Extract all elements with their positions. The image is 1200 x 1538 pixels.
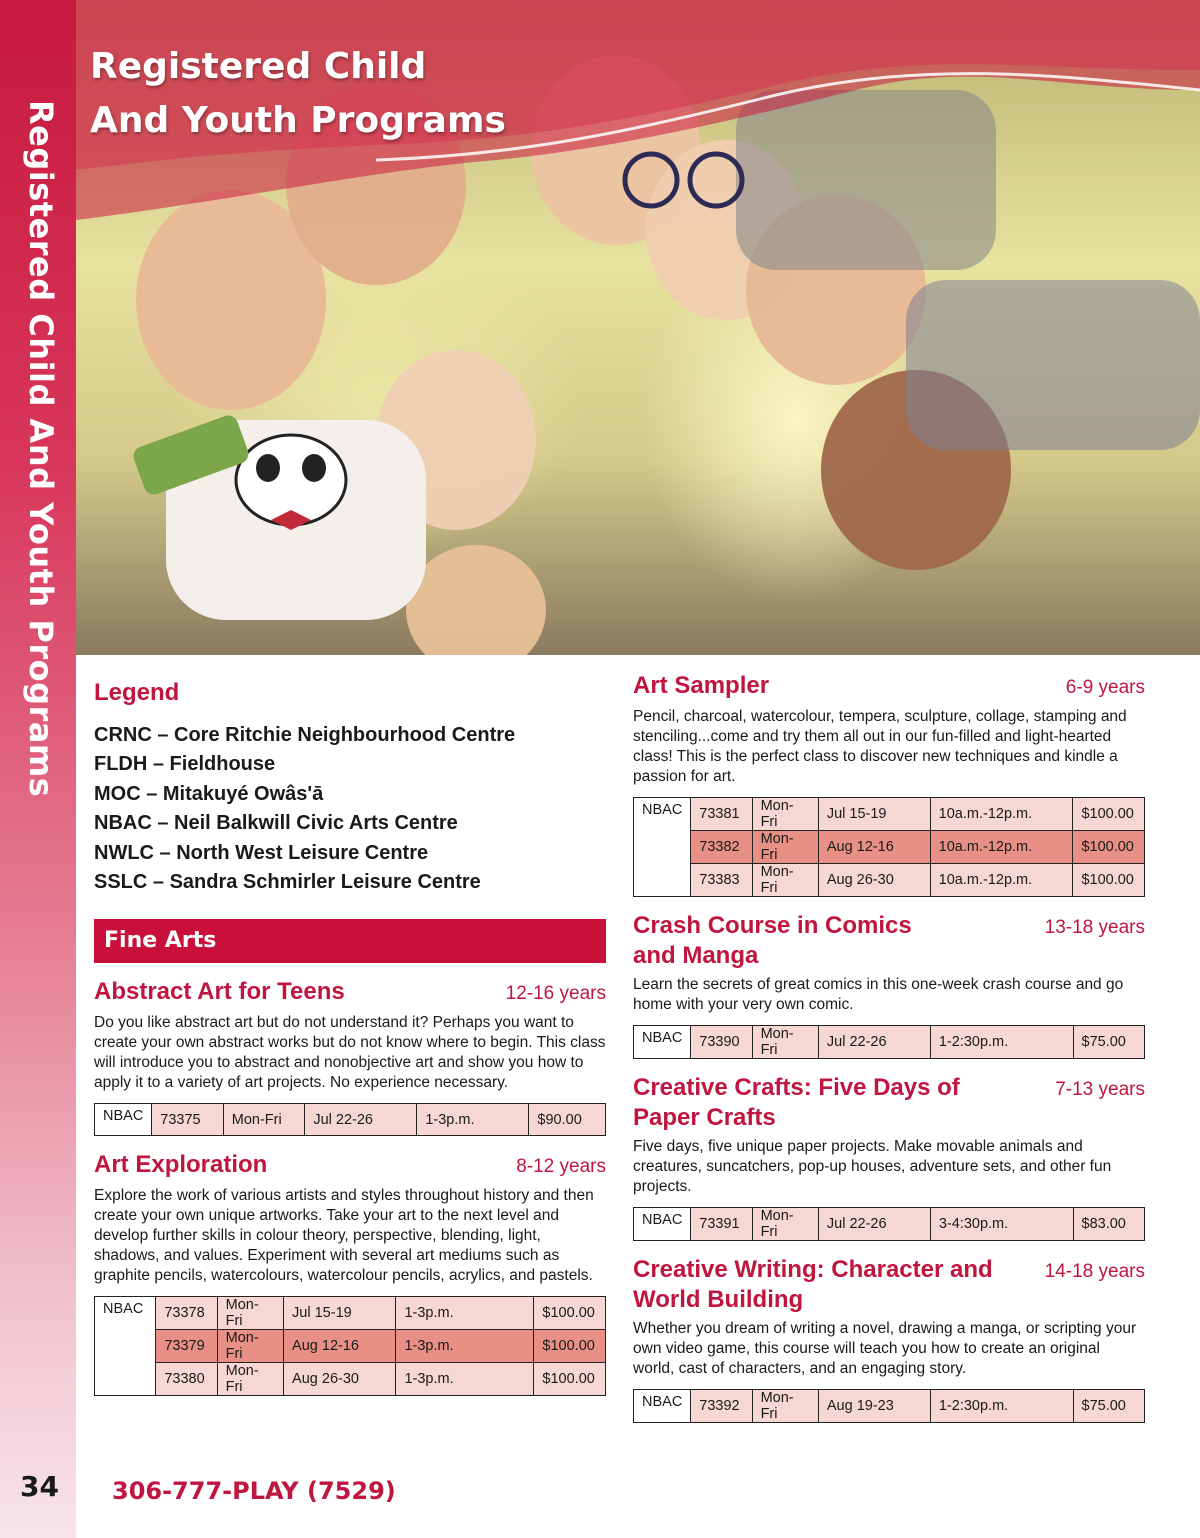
course-code-cell: 73380: [156, 1363, 217, 1396]
page-title-line-2: And Youth Programs: [90, 100, 506, 141]
dates-cell: Aug 19-23: [818, 1390, 930, 1423]
days-cell: Mon-Fri: [217, 1330, 283, 1363]
days-cell: Mon-Fri: [752, 1390, 818, 1423]
program-title: Art Exploration: [94, 1151, 268, 1179]
dates-cell: Jul 22-26: [818, 1026, 930, 1059]
program-comics-manga: [633, 911, 1145, 1059]
table-row: [95, 1104, 606, 1136]
program-age: 14-18 years: [1044, 1261, 1145, 1282]
legend-item: SSLC – Sandra Schmirler Leisure Centre: [94, 871, 481, 894]
location-cell: NBAC: [95, 1297, 156, 1396]
time-cell: 1-3p.m.: [396, 1297, 534, 1330]
table-row: [95, 1330, 606, 1363]
schedule-table: [94, 1296, 606, 1396]
legend-item: MOC – Mitakuyé Owâs'ā: [94, 782, 324, 805]
location-cell: NBAC: [634, 1208, 691, 1241]
program-age: 12-16 years: [505, 983, 606, 1005]
table-row: [634, 1208, 1145, 1241]
program-description: Explore the work of various artists and styles throughout history and then create your own unique artworks. Take your art to the next level and develop further skills in colour theory, perspective, blending, light, shadows, and values. Experiment with several art mediums such as graphite pencils, watercolours, watercolour pencils, acrylics, and pastels.: [94, 1187, 594, 1285]
table-row: [634, 1390, 1145, 1423]
course-code-cell: 73378: [156, 1297, 217, 1330]
dates-cell: Jul 22-26: [305, 1104, 417, 1136]
legend-list: [94, 721, 606, 897]
program-description: Learn the secrets of great comics in this one-week crash course and go home with your very own comic.: [633, 976, 1124, 1013]
page-number: 34: [20, 1470, 59, 1503]
time-cell: 10a.m.-12p.m.: [930, 798, 1073, 831]
page-title: [90, 40, 506, 148]
course-code-cell: 73392: [691, 1390, 752, 1423]
days-cell: Mon-Fri: [752, 864, 818, 897]
schedule-table: [633, 797, 1145, 897]
legend-item: CRNC – Core Ritchie Neighbourhood Centre: [94, 724, 516, 746]
location-cell: NBAC: [634, 1390, 691, 1423]
price-cell: $100.00: [534, 1330, 606, 1363]
time-cell: 1-3p.m.: [396, 1330, 534, 1363]
hero-photo: [76, 0, 1200, 655]
price-cell: $100.00: [534, 1363, 606, 1396]
dates-cell: Aug 26-30: [818, 864, 930, 897]
program-title: Art Sampler: [633, 672, 770, 699]
course-code-cell: 73382: [691, 831, 752, 864]
program-description: Five days, five unique paper projects. Make movable animals and creatures, suncatchers, pop-up houses, adventure sets, and other fun projects.: [633, 1138, 1112, 1195]
dates-cell: Jul 15-19: [284, 1297, 396, 1330]
schedule-table: [633, 1025, 1145, 1059]
time-cell: 1-2:30p.m.: [930, 1390, 1073, 1423]
location-cell: NBAC: [95, 1104, 152, 1136]
program-age: 6-9 years: [1065, 677, 1145, 698]
program-age: 13-18 years: [1044, 917, 1145, 938]
price-cell: $75.00: [1073, 1390, 1145, 1423]
dates-cell: Aug 12-16: [284, 1330, 396, 1363]
schedule-table: [94, 1103, 606, 1136]
program-creative-writing: [633, 1255, 1145, 1423]
left-column: [94, 675, 606, 1396]
course-code-cell: 73381: [691, 798, 752, 831]
program-description: Whether you dream of writing a novel, drawing a manga, or scripting your own video game, this course will teach you how to create an original world, cast of characters, and an engaging story.: [633, 1320, 1137, 1377]
program-title: Crash Course in Comics and Manga: [633, 912, 912, 969]
sidebar-vertical-title: Registered Child And Youth Programs: [22, 100, 60, 798]
legend-item: FLDH – Fieldhouse: [94, 753, 276, 776]
course-code-cell: 73375: [152, 1104, 223, 1136]
schedule-table: [633, 1207, 1145, 1241]
legend-item: NBAC – Neil Balkwill Civic Arts Centre: [94, 812, 458, 835]
location-cell: NBAC: [634, 798, 691, 897]
dates-cell: Aug 26-30: [284, 1363, 396, 1396]
course-code-cell: 73383: [691, 864, 752, 897]
course-code-cell: 73390: [691, 1026, 752, 1059]
price-cell: $83.00: [1073, 1208, 1145, 1241]
days-cell: Mon-Fri: [752, 831, 818, 864]
table-row: [634, 864, 1145, 897]
days-cell: Mon-Fri: [217, 1363, 283, 1396]
section-header-fine-arts: Fine Arts: [94, 919, 606, 963]
program-title: Creative Writing: Character and World Building: [633, 1256, 993, 1313]
table-row: [634, 1026, 1145, 1059]
price-cell: $100.00: [534, 1297, 606, 1330]
legend-title: Legend: [94, 679, 180, 706]
days-cell: Mon-Fri: [223, 1104, 305, 1136]
days-cell: Mon-Fri: [752, 798, 818, 831]
time-cell: 1-2:30p.m.: [930, 1026, 1073, 1059]
program-art-sampler: [633, 671, 1145, 897]
time-cell: 10a.m.-12p.m.: [930, 864, 1073, 897]
right-column: [633, 671, 1145, 1423]
time-cell: 1-3p.m.: [417, 1104, 529, 1136]
time-cell: 3-4:30p.m.: [930, 1208, 1073, 1241]
price-cell: $100.00: [1073, 864, 1145, 897]
table-row: [95, 1363, 606, 1396]
dates-cell: Jul 15-19: [818, 798, 930, 831]
program-description: Pencil, charcoal, watercolour, tempera, sculpture, collage, stamping and stenciling...come and try them all out in our fun-filled and light-hearted class! This is the perfect class to discover new techniques and kindle a passion for art.: [633, 708, 1127, 785]
program-title: Creative Crafts: Five Days of Paper Crafts: [633, 1074, 960, 1131]
price-cell: $100.00: [1073, 798, 1145, 831]
program-age: 8-12 years: [516, 1156, 606, 1178]
program-title: Abstract Art for Teens: [94, 978, 345, 1006]
price-cell: $90.00: [529, 1104, 606, 1136]
legend-item: NWLC – North West Leisure Centre: [94, 841, 429, 864]
time-cell: 10a.m.-12p.m.: [930, 831, 1073, 864]
table-row: [634, 798, 1145, 831]
days-cell: Mon-Fri: [752, 1208, 818, 1241]
program-art-exploration: [94, 1150, 606, 1396]
program-creative-crafts: [633, 1073, 1145, 1241]
course-code-cell: 73391: [691, 1208, 752, 1241]
days-cell: Mon-Fri: [752, 1026, 818, 1059]
days-cell: Mon-Fri: [217, 1297, 283, 1330]
program-age: 7-13 years: [1055, 1079, 1145, 1100]
table-row: [95, 1297, 606, 1330]
price-cell: $100.00: [1073, 831, 1145, 864]
footer-phone: 306-777-PLAY (7529): [112, 1477, 396, 1505]
dates-cell: Jul 22-26: [818, 1208, 930, 1241]
course-code-cell: 73379: [156, 1330, 217, 1363]
time-cell: 1-3p.m.: [396, 1363, 534, 1396]
program-abstract-art: [94, 977, 606, 1136]
table-row: [634, 831, 1145, 864]
program-description: Do you like abstract art but do not understand it? Perhaps you want to create your own abstract works but do not know where to begin. This class will introduce you to abstract and nonobjective art and show you how to apply it to a variety of art projects. No experience necessary.: [94, 1014, 606, 1092]
dates-cell: Aug 12-16: [818, 831, 930, 864]
location-cell: NBAC: [634, 1026, 691, 1059]
price-cell: $75.00: [1073, 1026, 1145, 1059]
schedule-table: [633, 1389, 1145, 1423]
sidebar: [0, 0, 76, 1538]
page-title-line-1: Registered Child: [90, 46, 427, 87]
